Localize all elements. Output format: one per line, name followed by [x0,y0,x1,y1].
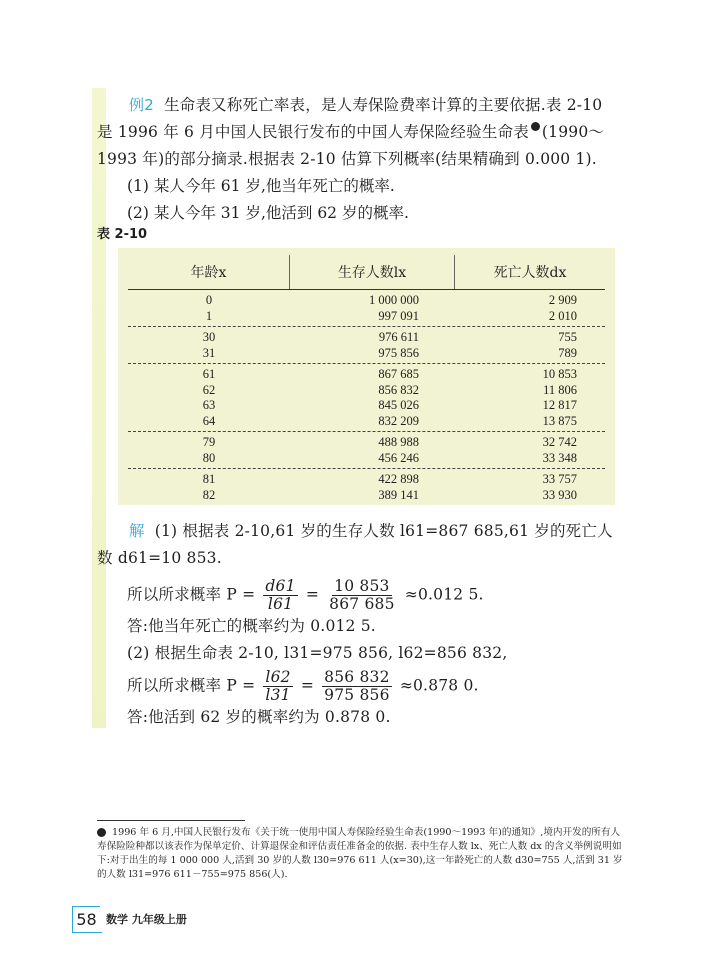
formula-1-equals: = [305,585,319,604]
life-table [118,248,615,505]
formula-2-value-denominator: 975 856 [324,686,390,704]
cell-survivors: 389 141 [378,487,419,502]
solution-step-1-text: (1) 根据表 2-10,61 岁的生存人数 l61=867 685,61 岁的死亡人数 d61=10 853. [97,522,613,567]
answer-2: 答:他活到 62 岁的概率约为 0.878 0. [127,708,391,726]
cell-survivors: 976 611 [378,330,419,345]
cell-survivors: 832 209 [378,413,419,428]
cell-survivors: 856 832 [378,382,419,397]
table-row [128,309,605,325]
solution-step-1 [97,518,622,572]
formula-2-prefix: 所以所求概率 P = [127,676,256,695]
question-2: (2) 某人今年 31 岁,他活到 62 岁的概率. [127,204,409,222]
cell-deaths: 2 010 [548,308,577,323]
example-paragraph [97,92,622,173]
cell-age: 82 [202,487,216,502]
life-table-inner [128,255,605,505]
cell-deaths: 32 742 [542,435,577,450]
answer-1: 答:他当年死亡的概率约为 0.012 5. [127,617,376,635]
cell-age: 79 [202,435,216,450]
table-row [128,472,605,488]
header-age: 年龄x [128,255,290,289]
cell-age: 61 [202,367,216,382]
cell-survivors: 867 685 [378,367,419,382]
table-row [128,330,605,346]
example-label: 例2 [129,96,154,114]
page-number: 58 [72,906,100,932]
probability-formula-1 [97,578,622,613]
cell-deaths: 10 853 [542,367,577,382]
table-row [128,383,605,399]
table-row-group [128,364,605,432]
formula-2-value-numerator: 856 832 [324,668,390,686]
formula-1-value-numerator: 10 853 [334,577,390,595]
table-title: 表 2-10 [97,227,148,242]
cell-survivors: 997 091 [378,308,419,323]
cell-survivors: 488 988 [378,435,419,450]
cell-survivors: 456 246 [378,450,419,465]
cell-deaths: 13 875 [542,413,577,428]
header-survivors: 生存人数lx [290,255,455,289]
table-row [128,414,605,430]
table-row-group [128,290,605,327]
cell-age: 81 [202,472,216,487]
cell-age: 0 [205,293,213,308]
probability-formula-2 [97,669,622,704]
footnote-text: 1996 年 6 月,中国人民银行发布《关于统一使用中国人寿保险经验生命表(1990～1993 年)的通知》,境内开发的所有人寿保险险种都以该表作为保单定价、计算退保金和评估责任准备金的依据. 表中生存人数 lx、死亡人数 dx 的含义举例说明如下:对于出生的每 1 000 000 人,活到 30 岁的人数 l30=976 611 人(x=30),这一年龄死亡的人数 d30=755 人,活到 31 岁的人数 l31=976 611－755=975 856(人). [97,827,623,880]
cell-age: 30 [202,330,216,345]
question-1: (1) 某人今年 61 岁,他当年死亡的概率. [127,177,395,195]
cell-age: 63 [202,398,216,413]
footnote [97,826,627,882]
cell-survivors: 1 000 000 [369,293,419,308]
solution-block [97,518,622,731]
solution-label: 解 [129,522,145,540]
footnote-divider [97,820,245,821]
cell-deaths: 12 817 [542,398,577,413]
cell-deaths: 33 757 [542,472,577,487]
page-footer [72,906,187,932]
cell-age: 1 [205,308,213,323]
cell-deaths: 33 348 [542,450,577,465]
table-body [128,290,605,505]
cell-age: 31 [202,345,216,360]
example-text-part2: (1990～1993 年)的部分摘录.根据表 2-10 估算下列概率(结果精确到 0.000 1). [97,123,605,168]
table-row [128,451,605,467]
footer-accent-rule [72,932,102,933]
table-row [128,367,605,383]
footnote-marker-icon[interactable] [531,122,540,131]
formula-1-denominator: l61 [267,595,294,613]
cell-age: 80 [202,450,216,465]
formula-1-result: ≈0.012 5. [404,585,484,604]
formula-2-numerator: l62 [265,668,291,686]
cell-survivors: 422 898 [378,472,419,487]
table-row [128,398,605,414]
header-deaths: 死亡人数dx [493,265,567,281]
table-row [128,488,605,504]
formula-2-denominator: l31 [265,686,291,704]
cell-survivors: 845 026 [378,398,419,413]
cell-deaths: 11 806 [543,382,577,397]
solution-step-2: (2) 根据生命表 2-10, l31=975 856, l62=856 832, [127,644,508,662]
cell-deaths: 755 [558,330,577,345]
cell-age: 62 [202,382,216,397]
formula-1-symbolic-fraction [263,578,297,613]
cell-survivors: 975 856 [378,345,419,360]
example-block [97,92,622,227]
formula-1-value-denominator: 867 685 [329,595,395,613]
table-row-group [128,469,605,505]
formula-1-prefix: 所以所求概率 P = [127,585,256,604]
table-row [128,435,605,451]
formula-2-result: ≈0.878 0. [399,676,479,695]
cell-age: 64 [202,413,216,428]
cell-deaths: 789 [558,345,577,360]
example-text-part1: 生命表又称死亡率表，是人寿保险费率计算的主要依据.表 2-10 是 1996 年 6 月中国人民银行发布的中国人寿保险经验生命表 [97,96,603,141]
cell-deaths: 33 930 [542,487,577,502]
table-row-group [128,327,605,364]
footnote-number-icon [97,828,106,837]
formula-1-numeric-fraction [327,578,397,613]
table-row-group [128,432,605,469]
book-title: 数学 九年级上册 [106,913,187,926]
formula-1-numerator: d61 [265,577,296,595]
formula-2-equals: = [300,676,315,695]
cell-deaths: 2 909 [548,293,577,308]
formula-2-symbolic-fraction [263,669,292,704]
table-row [128,346,605,362]
table-header-row [128,255,605,290]
table-row [128,293,605,309]
formula-2-numeric-fraction [322,669,392,704]
